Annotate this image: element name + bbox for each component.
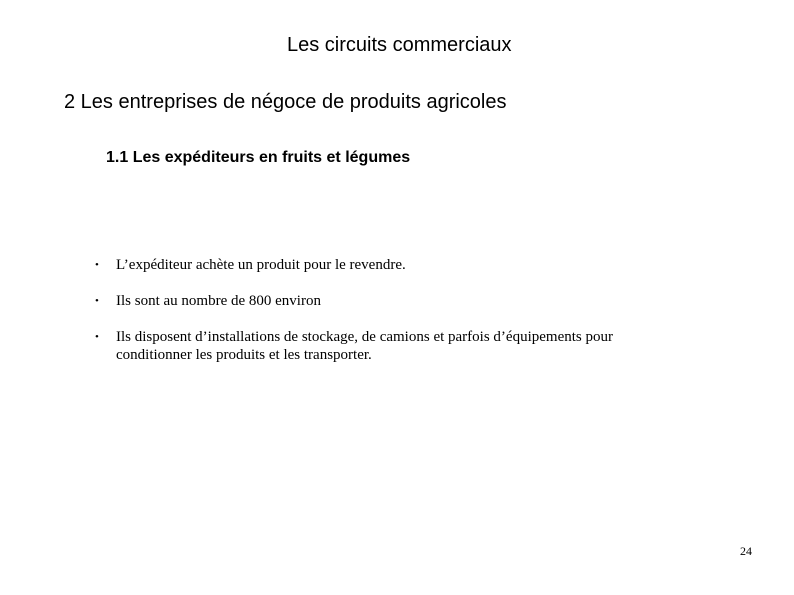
bullet-text: L’expéditeur achète un produit pour le revendre. — [116, 257, 406, 273]
bullet-list — [95, 256, 675, 382]
page-number: 24 — [740, 544, 752, 558]
slide-title: Les circuits commerciaux — [287, 34, 512, 56]
bullet-marker: • — [95, 331, 99, 343]
bullet-item — [95, 328, 675, 364]
bullet-item — [95, 256, 675, 274]
subsection-heading: 1.1 Les expéditeurs en fruits et légumes — [106, 149, 411, 166]
bullet-marker: • — [95, 295, 99, 307]
bullet-item — [95, 292, 675, 310]
section-heading: 2 Les entreprises de négoce de produits agricoles — [64, 91, 507, 113]
bullet-text: Ils disposent d’installations de stockage, de camions et parfois d’équipements pour conditionner les produits et les transporter. — [116, 329, 613, 363]
bullet-text: Ils sont au nombre de 800 environ — [116, 293, 321, 309]
bullet-marker: • — [95, 259, 99, 271]
